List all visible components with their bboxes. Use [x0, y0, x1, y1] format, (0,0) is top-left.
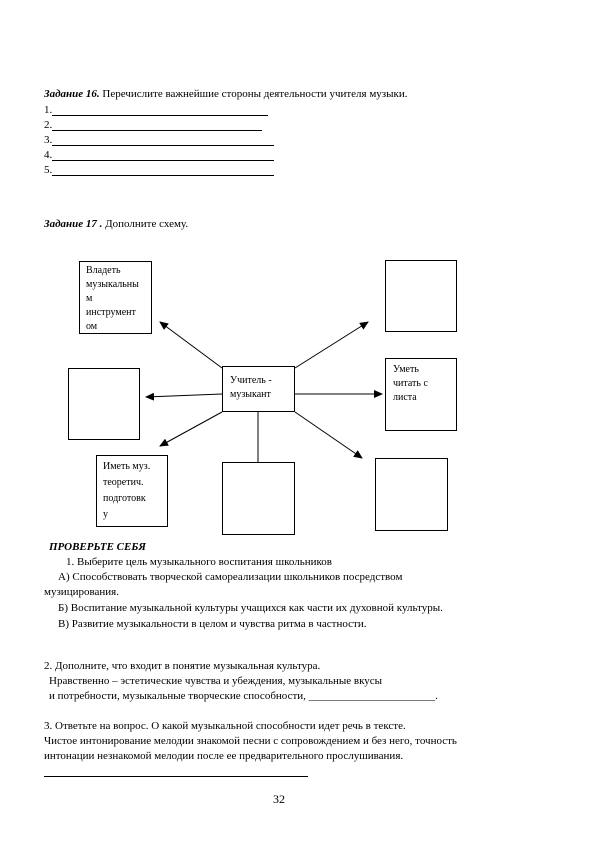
- scheme-box-bottom-left: [96, 455, 168, 527]
- center-line: Учитель -: [230, 375, 272, 386]
- task16-label: Задание 16.: [44, 88, 100, 100]
- box-line: Иметь муз.: [103, 461, 151, 472]
- center-line: музыкант: [230, 389, 271, 400]
- box-line: Владеть: [86, 265, 121, 276]
- arrow-to-bottom-right: [295, 412, 362, 458]
- item-number: 4.: [44, 149, 53, 161]
- q2-question: 2. Дополните, что входит в понятие музыкальная культура.: [44, 660, 321, 672]
- box-line: подготовк: [103, 493, 146, 504]
- box-line: Уметь: [393, 364, 419, 375]
- box-line: листа: [393, 392, 417, 403]
- arrow-to-left: [146, 394, 222, 397]
- q1-option-a[interactable]: А) Способствовать творческой самореализации школьников посредством: [58, 571, 403, 583]
- task17-label: Задание 17 .: [44, 218, 103, 230]
- scheme-box-right-mid: [385, 358, 457, 431]
- task17-text: Дополните схему.: [102, 218, 189, 230]
- q2-text-blank[interactable]: и потребности, музыкальные творческие способности, _______________________.: [49, 690, 438, 702]
- q1-option-v[interactable]: В) Развитие музыкальности в целом и чувства ритма в частности.: [58, 618, 367, 630]
- scheme-box-bottom-center-empty[interactable]: [222, 462, 295, 535]
- q3-answer-line[interactable]: [44, 776, 308, 777]
- q3-text: Чистое интонирование мелодии знакомой песни с сопровождением и без него, точность: [44, 735, 457, 747]
- box-label: [103, 459, 150, 523]
- box-line: музыкальны: [86, 279, 139, 290]
- arrow-to-bottom-left: [160, 412, 222, 446]
- page-number: 32: [273, 792, 285, 806]
- item-number: 1.: [44, 104, 53, 116]
- item-number: 2.: [44, 119, 53, 131]
- box-line: читать с: [393, 378, 428, 389]
- box-label: [393, 363, 428, 405]
- q3-text-cont: интонации незнакомой мелодии после ее предварительного прослушивания.: [44, 750, 404, 762]
- box-line: инструмент: [86, 307, 136, 318]
- q1-option-a-cont: музицирования.: [44, 586, 119, 598]
- q3-question: 3. Ответьте на вопрос. О какой музыкальной способности идет речь в тексте.: [44, 720, 406, 732]
- scheme-center-box: [222, 366, 295, 412]
- scheme-box-top-left: [79, 261, 152, 334]
- center-label: [230, 374, 272, 402]
- q1-option-b[interactable]: Б) Воспитание музыкальной культуры учащихся как части их духовной культуры.: [58, 602, 443, 614]
- box-line: у: [103, 509, 108, 520]
- scheme-box-left-empty[interactable]: [68, 368, 140, 440]
- scheme-box-top-right-empty[interactable]: [385, 260, 457, 332]
- task16-text: Перечислите важнейшие стороны деятельности учителя музыки.: [99, 88, 408, 100]
- box-line: ом: [86, 321, 98, 332]
- item-number: 3.: [44, 134, 53, 146]
- arrow-to-top-left: [160, 322, 222, 368]
- item-number: 5.: [44, 164, 53, 176]
- box-line: теоретич.: [103, 477, 144, 488]
- box-label: [86, 264, 139, 334]
- q2-text: Нравственно – эстетические чувства и убеждения, музыкальные вкусы: [49, 675, 383, 687]
- q1-question: 1. Выберите цель музыкального воспитания школьников: [66, 556, 332, 568]
- scheme-box-bottom-right-empty[interactable]: [375, 458, 448, 531]
- check-title: ПРОВЕРЬТЕ СЕБЯ: [49, 541, 146, 553]
- box-line: м: [86, 293, 93, 304]
- arrow-to-top-right: [295, 322, 368, 368]
